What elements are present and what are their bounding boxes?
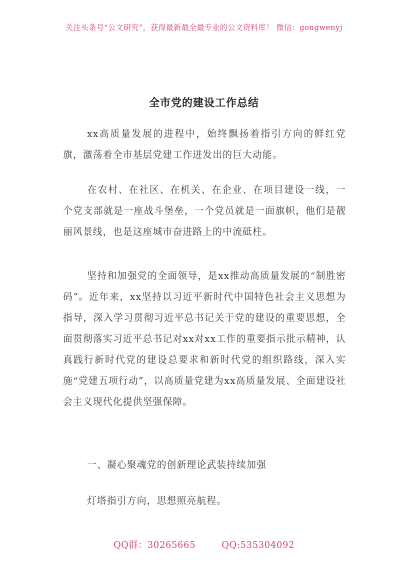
- header-banner: 关注头条号“公文研究”，获得最新最全最专业的公文资料库！ 微信：gongwenyj: [65, 23, 343, 32]
- qq-group-number: QQ群：30265665: [113, 541, 196, 551]
- paragraph-text: 灯塔指引方向，思想照亮航程。: [87, 496, 227, 507]
- paragraph-lighthouse: [63, 491, 346, 512]
- paragraph-leadership: [63, 266, 346, 413]
- document-title: 全市党的建设工作总结: [149, 97, 259, 109]
- paragraph-text: 坚持和加强党的全面领导，是xx推动高质量发展的“制胜密码”。近年来，xx坚持以习近平新时代中国特色社会主义思想为指导，深入学习贯彻习近平总书记关于党的建设的重要思想，全面贯彻落实习近平总书记对xx对xx工作的重要指示批示精神，认真践行新时代党的建设总要求和新时代党的组织路线，深入实施“党建五项行动”，以高质量党建为xx高质量发展、全面建设社会主义现代化提供坚强保障。: [63, 271, 346, 408]
- section-heading-text: 一、凝心聚魂党的创新理论武装持续加强: [87, 460, 267, 471]
- paragraph-intro: [63, 124, 346, 166]
- qq-number: QQ:535304092: [221, 541, 295, 551]
- paragraph-text: xx高质量发展的进程中，始终飘扬着指引方向的鲜红党旗，激荡着全市基层党建工作迸发出的巨大动能。: [63, 129, 346, 161]
- section-heading: [63, 455, 346, 476]
- paragraph-frontline: [63, 180, 346, 243]
- paragraph-text: 在农村、在社区、在机关、在企业、在项目建设一线，一个党支部就是一座战斗堡垒，一个党员就是一面旗帜，他们是靓丽风景线，也是这座城市奋进路上的中流砥柱。: [63, 185, 346, 238]
- footer-contact: [0, 538, 408, 551]
